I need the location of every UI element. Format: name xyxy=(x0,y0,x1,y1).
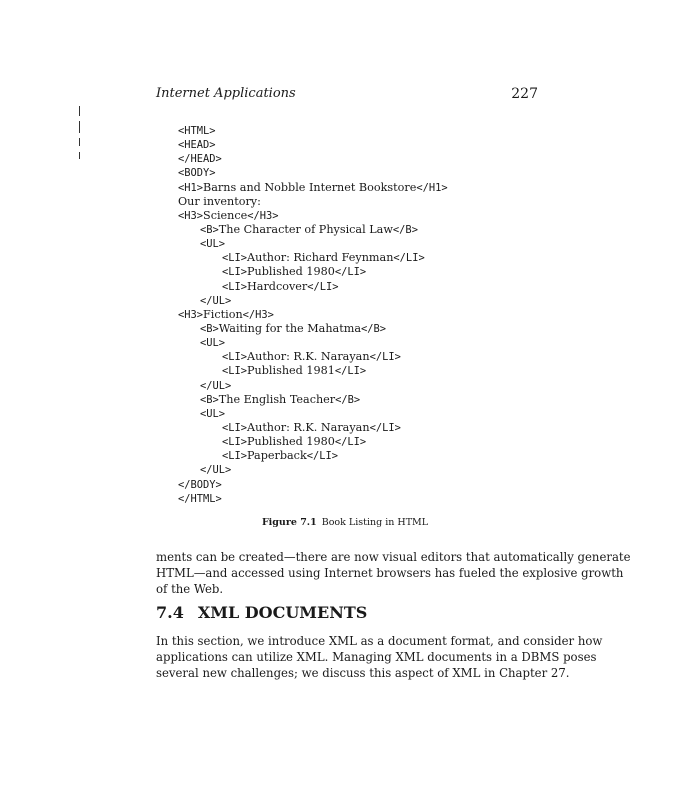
figure-caption-text: Book Listing in HTML xyxy=(321,517,429,528)
code-line xyxy=(178,265,538,279)
code-open-tag: <H1> xyxy=(178,181,204,194)
running-title: Internet Applications xyxy=(156,86,296,101)
code-text: Author: Richard Feynman xyxy=(247,251,394,265)
code-line xyxy=(178,393,538,407)
code-tag: <UL> xyxy=(200,337,226,350)
code-text: Our inventory: xyxy=(178,194,261,208)
code-tag: <UL> xyxy=(200,407,226,420)
code-open-tag: <B> xyxy=(200,393,219,406)
code-line xyxy=(178,251,538,265)
code-text: Author: R.K. Narayan xyxy=(247,420,370,434)
code-open-tag: <LI> xyxy=(222,351,248,364)
paragraph-line: of the Web. xyxy=(156,582,224,596)
code-open-tag: <H3> xyxy=(178,209,204,222)
code-line xyxy=(178,364,538,378)
code-text: Published 1981 xyxy=(247,364,335,378)
code-text: Fiction xyxy=(203,307,243,321)
code-line xyxy=(178,138,538,152)
code-tag: </HEAD> xyxy=(178,153,222,166)
code-line xyxy=(178,152,538,166)
code-line xyxy=(178,421,538,435)
figure-label: Figure 7.1 xyxy=(261,517,317,528)
section-number: 7.4 xyxy=(156,603,184,622)
code-line xyxy=(178,407,538,421)
code-open-tag: <B> xyxy=(200,223,219,236)
code-tag: </BODY> xyxy=(178,478,222,491)
code-close-tag: </LI> xyxy=(334,436,367,449)
code-close-tag: </LI> xyxy=(306,450,339,463)
code-line xyxy=(178,322,538,336)
section-heading xyxy=(156,603,367,622)
code-text: Barns and Nobble Internet Bookstore xyxy=(203,180,417,194)
page-header xyxy=(156,86,538,104)
margin-mark xyxy=(79,121,80,133)
code-line xyxy=(178,195,538,209)
code-close-tag: </LI> xyxy=(334,365,367,378)
paragraph-line: ments can be created—there are now visual editors that automatically generate xyxy=(156,550,631,564)
section-title: XML DOCUMENTS xyxy=(197,603,368,622)
code-text: Author: R.K. Narayan xyxy=(247,350,370,364)
code-line xyxy=(178,124,538,138)
code-tag: <BODY> xyxy=(178,167,216,180)
code-close-tag: </B> xyxy=(392,223,418,236)
code-tag: </HTML> xyxy=(178,492,222,505)
code-line xyxy=(178,435,538,449)
code-close-tag: </H1> xyxy=(416,181,448,194)
code-text: Hardcover xyxy=(247,279,308,293)
code-tag: <HTML> xyxy=(178,125,216,137)
paragraph-line: several new challenges; we discuss this aspect of XML in Chapter 27. xyxy=(156,666,570,680)
paragraph-line: applications can utilize XML. Managing XML documents in a DBMS poses xyxy=(156,650,597,664)
code-close-tag: </LI> xyxy=(369,421,401,434)
body-paragraph xyxy=(156,633,603,681)
code-line xyxy=(178,478,538,492)
code-line xyxy=(178,492,538,506)
code-open-tag: <LI> xyxy=(222,436,248,449)
code-open-tag: <B> xyxy=(200,322,219,335)
code-text: The English Teacher xyxy=(218,392,336,406)
margin-mark xyxy=(79,138,80,146)
code-line xyxy=(178,223,538,237)
code-line xyxy=(178,308,538,322)
body-paragraph xyxy=(156,549,631,597)
code-text: The Character of Physical Law xyxy=(218,222,393,236)
code-tag: <HEAD> xyxy=(178,139,216,152)
code-text: Paperback xyxy=(247,449,307,463)
code-open-tag: <LI> xyxy=(222,365,248,378)
code-line xyxy=(178,294,538,308)
code-text: Waiting for the Mahatma xyxy=(218,321,361,335)
code-text: Published 1980 xyxy=(247,435,335,449)
code-close-tag: </LI> xyxy=(334,266,367,279)
code-open-tag: <H3> xyxy=(178,308,204,321)
code-close-tag: </B> xyxy=(335,393,361,406)
margin-mark xyxy=(79,106,80,116)
code-tag: </UL> xyxy=(200,464,232,477)
code-line xyxy=(178,449,538,463)
code-line xyxy=(178,280,538,294)
code-line xyxy=(178,350,538,364)
code-close-tag: </LI> xyxy=(369,351,401,364)
code-open-tag: <LI> xyxy=(222,266,248,279)
code-tag: </UL> xyxy=(200,294,232,307)
html-listing xyxy=(178,124,538,506)
code-tag: </UL> xyxy=(200,379,232,392)
paragraph-line: In this section, we introduce XML as a document format, and consider how xyxy=(156,634,603,648)
code-close-tag: </LI> xyxy=(393,252,425,265)
code-open-tag: <LI> xyxy=(222,252,248,265)
paragraph-line: HTML—and accessed using Internet browsers has fueled the explosive growth xyxy=(156,566,624,580)
code-line xyxy=(178,181,538,195)
code-close-tag: </H3> xyxy=(247,209,279,222)
code-close-tag: </H3> xyxy=(242,308,274,321)
code-line xyxy=(178,379,538,393)
code-line xyxy=(178,209,538,223)
code-close-tag: </B> xyxy=(360,322,387,335)
margin-mark xyxy=(79,152,80,159)
code-open-tag: <LI> xyxy=(222,421,248,434)
page-number: 227 xyxy=(511,86,538,102)
figure-caption xyxy=(140,517,550,528)
code-line xyxy=(178,166,538,180)
code-line xyxy=(178,237,538,251)
code-text: Science xyxy=(203,208,248,222)
code-close-tag: </LI> xyxy=(307,280,339,293)
code-text: Published 1980 xyxy=(247,265,335,279)
code-line xyxy=(178,336,538,350)
code-line xyxy=(178,463,538,477)
code-open-tag: <LI> xyxy=(222,450,248,463)
code-open-tag: <LI> xyxy=(222,280,248,293)
code-tag: <UL> xyxy=(200,238,226,251)
